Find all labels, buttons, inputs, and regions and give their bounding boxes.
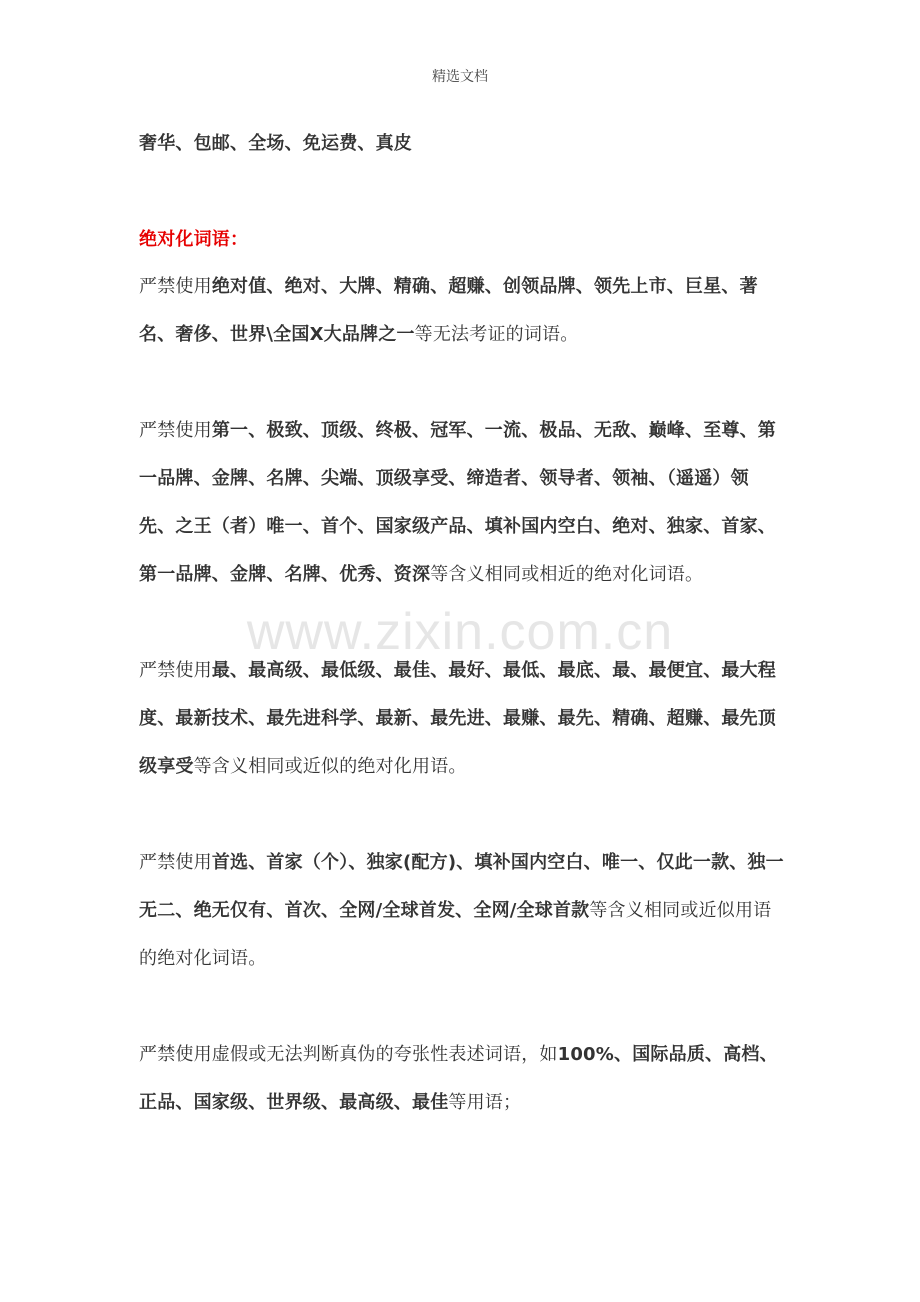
paragraph-3-lead: 严禁使用 bbox=[139, 660, 212, 681]
paragraph-2-tail: 等含义相同或相近的绝对化词语。 bbox=[430, 564, 704, 585]
paragraph-2-lead: 严禁使用 bbox=[139, 420, 212, 441]
paragraph-5-terms: 100%、国际品质、高档、正品、国家级、世界级、最高级、最佳 bbox=[139, 1044, 778, 1113]
paragraph-5-tail: 等用语； bbox=[448, 1092, 522, 1113]
paragraph-5 bbox=[139, 1031, 784, 1127]
paragraph-2 bbox=[139, 407, 784, 599]
paragraph-3-terms: 最、最高级、最低级、最佳、最好、最低、最底、最、最便宜、最大程度、最新技术、最先进科学、最新、最先进、最赚、最先、精确、超赚、最先顶级享受 bbox=[139, 660, 777, 777]
paragraph-4 bbox=[139, 839, 784, 983]
paragraph-4-tail: 等含义相同或近似用语的绝对化词语。 bbox=[139, 900, 772, 969]
keywords-text: 奢华、包邮、全场、免运费、真皮 bbox=[139, 133, 412, 154]
paragraph-1-lead: 严禁使用 bbox=[139, 276, 212, 297]
keywords-line bbox=[139, 120, 784, 168]
paragraph-5-lead: 严禁使用虚假或无法判断真伪的夸张性表述词语，如 bbox=[139, 1044, 558, 1065]
paragraph-4-lead: 严禁使用 bbox=[139, 852, 212, 873]
paragraph-3 bbox=[139, 647, 784, 791]
paragraph-1-tail: 等无法考证的词语。 bbox=[414, 324, 579, 345]
paragraph-1-terms: 绝对值、绝对、大牌、精确、超赚、创领品牌、领先上市、巨星、著名、奢侈、世界\全国X大品牌之一 bbox=[139, 276, 758, 345]
paragraph-4-terms: 首选、首家（个）、独家(配方)、填补国内空白、唯一、仅此一款、独一无二、绝无仅有、首次、全网/全球首发、全网/全球首款 bbox=[139, 852, 784, 921]
paragraph-3-tail: 等含义相同或近似的绝对化用语。 bbox=[193, 756, 467, 777]
paragraph-2-terms: 第一、极致、顶级、终极、冠军、一流、极品、无敌、巅峰、至尊、第一品牌、金牌、名牌、尖端、顶级享受、缔造者、领导者、领袖、（遥遥）领先、之王（者）唯一、首个、国家级产品、填补国内空白、绝对、独家、首家、第一品牌、金牌、名牌、优秀、资深 bbox=[139, 420, 777, 585]
paragraph-1 bbox=[139, 263, 784, 359]
section-heading: 绝对化词语： bbox=[139, 229, 249, 250]
watermark-text: www.zixin.com.cn bbox=[246, 603, 674, 661]
document-header: 精选文档 bbox=[432, 69, 488, 85]
